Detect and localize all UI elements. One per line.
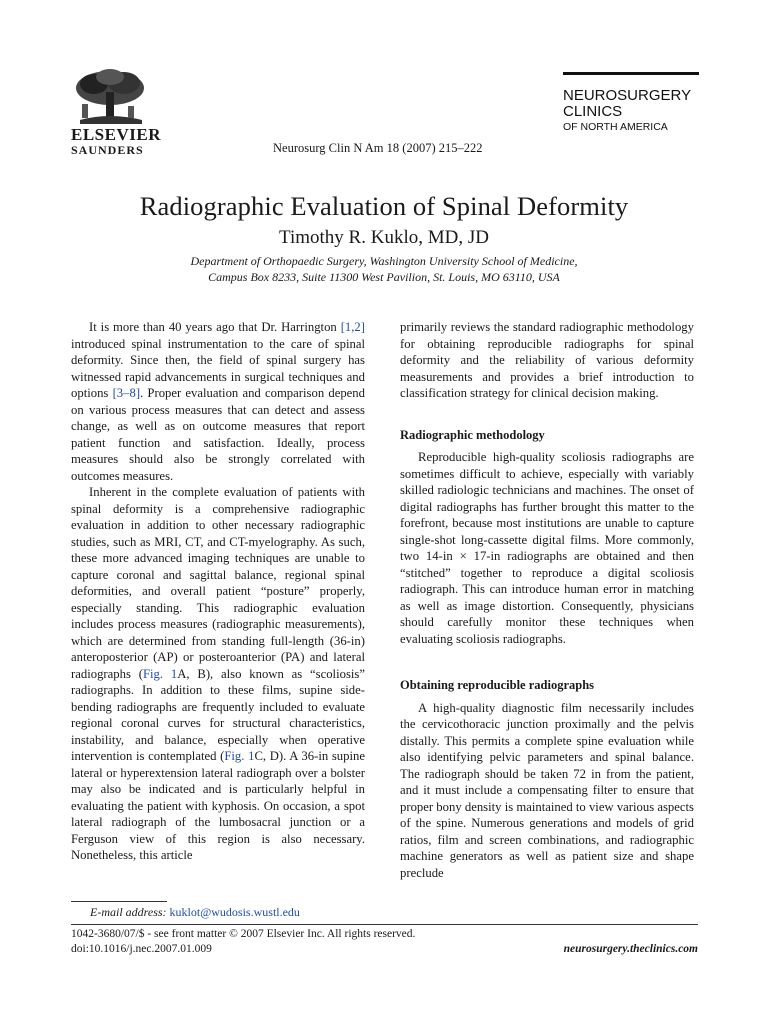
doi: doi:10.1016/j.nec.2007.01.009 — [71, 943, 212, 955]
paragraph-continued: primarily reviews the standard radiographic methodology for obtaining reproducible radiographs for spinal deformity and the reliability of various deformity measurements and provides a brief introduction to classification strategy for clinical decision making. — [400, 320, 694, 400]
journal-name-line-1: NEUROSURGERY — [563, 87, 692, 104]
journal-rule — [563, 72, 699, 75]
figure-link[interactable]: Fig. 1 — [142, 666, 178, 681]
left-column — [71, 319, 365, 864]
publisher-imprint: SAUNDERS — [71, 143, 144, 157]
footer-divider — [71, 924, 698, 925]
text-span: It is more than 40 years ago that Dr. Harrington — [89, 320, 341, 334]
paragraph-intro — [71, 319, 365, 484]
figure-link[interactable]: Fig. 1 — [224, 749, 255, 763]
email-label: E-mail address: — [90, 905, 167, 919]
journal-website[interactable]: neurosurgery.theclinics.com — [563, 943, 698, 955]
journal-citation: Neurosurg Clin N Am 18 (2007) 215–222 — [273, 141, 483, 155]
text-span: introduced spinal instrumentation to the care of spinal deformity. Since then, the field of spinal surgery has witnessed rapid advancements in surgical techniques and options — [71, 336, 365, 400]
email-link[interactable]: kuklot@wudosis.wustl.edu — [169, 905, 300, 919]
section-heading: Obtaining reproducible radiographs — [400, 678, 595, 692]
affiliation-line-2: Campus Box 8233, Suite 11300 West Pavilion, St. Louis, MO 63110, USA — [208, 270, 560, 284]
paragraph-reproducible: A high-quality diagnostic film necessarily includes the cervicothoracic junction proximally and the pelvis distally. This permits a complete spine evaluation while also identifying pelvic parameters and spinal balance. The radiograph should be taken 72 in from the patient, and it must include a compensating filter to ensure that proper bony density is maintained to view various aspects of the spine. Numerous generations and models of grid ratios, film and screen combinations, and radiographic machine generators as well as patient size and shape preclude — [400, 700, 694, 880]
text-span: Inherent in the complete evaluation of patients with spinal deformity is a comprehensive radiographic evaluation in addition to other necessary radiographic studies, such as MRI, CT, and CT-myelography. As such, these more advanced imaging techniques are unable to capture coronal and sagittal balance, regional spinal deformities, and overall patient “posture” properly, especially standing. This radiographic evaluation includes process measures (radiographic measurements), which are determined from standing full-length (36-in) anteroposterior (AP) or posteroanterior (PA) and lateral radiographs ( — [71, 485, 365, 681]
reference-link[interactable]: [3–8] — [112, 386, 141, 400]
journal-name-line-2: CLINICS — [563, 103, 623, 120]
article-title: Radiographic Evaluation of Spinal Deformity — [139, 191, 629, 221]
paragraph-evaluation — [71, 484, 365, 864]
publisher-name: ELSEVIER — [71, 125, 161, 144]
journal-logo — [563, 72, 699, 134]
email-footnote — [90, 905, 300, 920]
section-heading: Radiographic methodology — [400, 427, 545, 442]
paragraph-methodology: Reproducible high-quality scoliosis radiographs are sometimes difficult to achieve, especially with variably skilled radiologic technicians and machines. The onset of digital radiographs has further brought this matter to the forefront, because most institutions are unable to capture single-shot long-cassette digital films. More commonly, two 14-in × 17-in radiographs are obtained and then “stitched” together to reproduce a digital scoliosis radiograph. This can introduce human error in matching as well as image distortion. Consequently, physicians should carefully monitor these techniques when evaluating scoliosis radiographs. — [400, 450, 694, 646]
text-span: . Proper evaluation and comparison depend on various process measures that can detect and assess change, as well as on outcome measures that report patient function and satisfaction. Ideally, process measures should also be strongly correlated with outcomes measures. — [71, 386, 365, 483]
reference-link[interactable]: [1,2] — [340, 320, 365, 334]
right-column — [400, 319, 694, 881]
journal-name-line-3: OF NORTH AMERICA — [563, 121, 668, 133]
footnote-divider — [71, 901, 167, 902]
tree-icon — [70, 68, 150, 124]
copyright-notice: 1042-3680/07/$ - see front matter © 2007 Elsevier Inc. All rights reserved. — [71, 928, 416, 940]
author-name: Timothy R. Kuklo, MD, JD — [279, 227, 489, 248]
text-span: A, B), also known as “scoliosis” radiographs. In addition to these films, supine side-bending radiographs are frequently included to evaluate regional coronal curves for structural characteristics, instability, and balance, especially when operative intervention is contemplated ( — [71, 666, 365, 763]
text-span: C, D). A 36-in supine lateral or hyperextension lateral radiograph over a bolster may also be indicated and is particularly helpful in evaluating the patient with kyphosis. On occasion, a spot lateral radiograph of the lumbosacral junction or a Ferguson view of this region is also necessary. Nonetheless, this article — [71, 749, 365, 862]
affiliation-line-1: Department of Orthopaedic Surgery, Washington University School of Medicine, — [190, 254, 578, 268]
